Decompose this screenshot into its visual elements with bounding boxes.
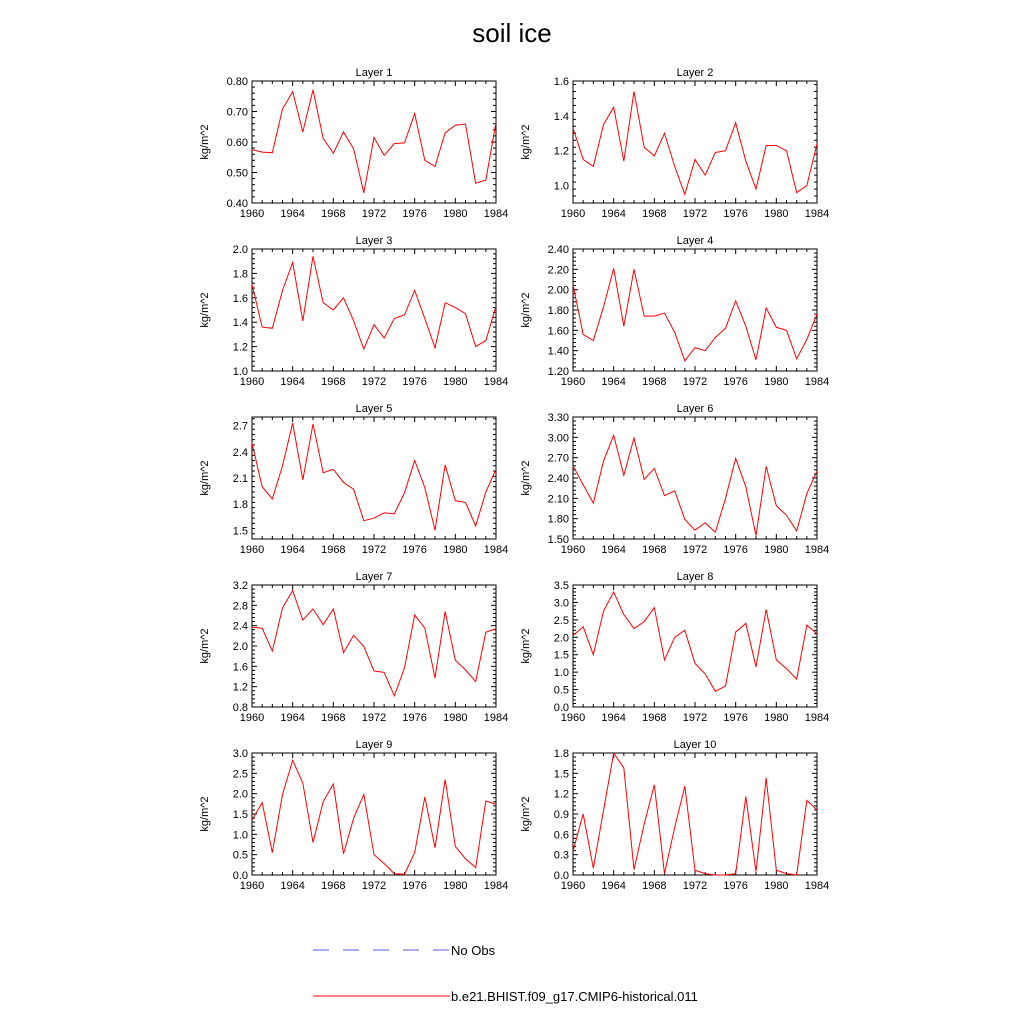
y-tick-label: 1.6 xyxy=(553,76,569,88)
x-tick-label: 1972 xyxy=(682,208,708,220)
x-tick-label: 1968 xyxy=(642,712,667,724)
x-tick-label: 1984 xyxy=(483,376,509,388)
y-tick-label: 2.5 xyxy=(553,614,569,627)
x-tick-label: 1968 xyxy=(642,376,667,388)
x-tick-label: 1972 xyxy=(682,712,708,724)
y-tick-label: 1.5 xyxy=(232,525,248,538)
y-tick-label: 3.0 xyxy=(232,748,248,760)
y-tick-label: 1.2 xyxy=(553,788,569,801)
x-tick-label: 1976 xyxy=(723,712,748,724)
y-tick-label: 3.00 xyxy=(547,432,569,445)
x-tick-label: 1964 xyxy=(601,544,626,556)
y-tick-label: 2.4 xyxy=(232,620,248,633)
y-tick-label: 1.4 xyxy=(232,317,248,330)
y-tick-label: 1.50 xyxy=(547,534,569,546)
y-tick-label: 0.6 xyxy=(553,829,569,842)
y-tick-label: 1.0 xyxy=(553,667,569,680)
y-tick-label: 0.60 xyxy=(226,137,248,149)
x-tick-label: 1980 xyxy=(443,208,468,220)
legend-obs-label: No Obs xyxy=(451,943,496,958)
panel-title: Layer 6 xyxy=(676,403,714,415)
x-tick-label: 1960 xyxy=(239,208,265,220)
x-tick-label: 1972 xyxy=(361,208,387,220)
y-tick-label: 1.60 xyxy=(547,325,569,338)
y-tick-label: 0.9 xyxy=(553,809,569,821)
y-tick-label: 1.2 xyxy=(553,145,569,158)
y-tick-label: 2.40 xyxy=(547,244,569,256)
panel-5 xyxy=(199,403,508,556)
x-tick-label: 1968 xyxy=(321,712,346,724)
panel-7 xyxy=(199,571,508,724)
x-tick-label: 1968 xyxy=(642,544,667,556)
panel-title: Layer 4 xyxy=(676,235,714,247)
x-tick-label: 1984 xyxy=(483,880,509,892)
y-tick-label: 1.2 xyxy=(232,681,248,694)
panel-2 xyxy=(520,67,829,220)
y-tick-label: 0.40 xyxy=(226,198,248,210)
y-tick-label: 2.20 xyxy=(547,264,569,277)
panel-1 xyxy=(199,67,508,220)
x-tick-label: 1972 xyxy=(682,376,708,388)
x-tick-label: 1976 xyxy=(723,208,748,220)
plot-frame xyxy=(252,417,496,539)
y-tick-label: 1.0 xyxy=(553,180,569,193)
x-tick-label: 1964 xyxy=(280,376,305,388)
x-tick-label: 1980 xyxy=(764,544,789,556)
x-tick-label: 1968 xyxy=(642,208,667,220)
series-line xyxy=(573,592,817,691)
y-tick-label: 1.4 xyxy=(553,110,569,123)
y-tick-label: 2.4 xyxy=(232,446,248,459)
x-tick-label: 1960 xyxy=(560,712,586,724)
y-tick-label: 2.0 xyxy=(232,244,248,256)
panel-title: Layer 7 xyxy=(355,571,393,583)
y-tick-label: 2.1 xyxy=(232,473,248,485)
y-tick-label: 2.0 xyxy=(232,641,248,653)
panel-title: Layer 2 xyxy=(676,67,714,79)
panel-title: Layer 10 xyxy=(673,739,717,751)
y-axis-label: kg/m^2 xyxy=(520,460,532,496)
series-line xyxy=(252,760,496,874)
x-tick-label: 1968 xyxy=(642,880,667,892)
x-tick-label: 1964 xyxy=(601,880,626,892)
x-tick-label: 1976 xyxy=(723,544,748,556)
plot-frame xyxy=(573,417,817,539)
y-tick-label: 1.6 xyxy=(232,292,248,305)
y-tick-label: 1.8 xyxy=(232,268,248,281)
y-tick-label: 2.40 xyxy=(547,473,569,485)
figure-title: soil ice xyxy=(472,18,552,48)
x-tick-label: 1972 xyxy=(361,544,387,556)
panel-title: Layer 5 xyxy=(355,403,393,415)
series-line xyxy=(573,91,817,194)
panel-title: Layer 1 xyxy=(355,67,393,79)
x-tick-label: 1976 xyxy=(402,376,427,388)
x-tick-label: 1984 xyxy=(483,544,509,556)
x-tick-label: 1984 xyxy=(483,208,509,220)
y-tick-label: 0.50 xyxy=(226,167,248,180)
series-line xyxy=(252,423,496,530)
x-tick-label: 1964 xyxy=(601,712,626,724)
y-axis-label: kg/m^2 xyxy=(199,628,211,664)
x-tick-label: 1960 xyxy=(560,376,586,388)
y-axis-label: kg/m^2 xyxy=(199,292,211,328)
plot-frame xyxy=(573,81,817,203)
y-tick-label: 3.5 xyxy=(553,580,569,592)
x-tick-label: 1960 xyxy=(239,712,265,724)
panel-8 xyxy=(520,571,829,724)
x-tick-label: 1960 xyxy=(239,544,265,556)
y-tick-label: 2.00 xyxy=(547,284,569,297)
x-tick-label: 1972 xyxy=(361,880,387,892)
x-tick-label: 1980 xyxy=(764,208,789,220)
panel-10 xyxy=(520,739,829,892)
series-line xyxy=(573,435,817,535)
x-tick-label: 1976 xyxy=(402,712,427,724)
legend xyxy=(313,943,698,1004)
x-tick-label: 1980 xyxy=(764,376,789,388)
x-tick-label: 1980 xyxy=(443,880,468,892)
panel-3 xyxy=(199,235,508,388)
y-tick-label: 0.8 xyxy=(232,702,248,714)
x-tick-label: 1984 xyxy=(483,712,509,724)
series-line xyxy=(252,90,496,193)
panel-6 xyxy=(520,403,829,556)
x-tick-label: 1964 xyxy=(601,376,626,388)
series-line xyxy=(252,256,496,349)
x-tick-label: 1968 xyxy=(321,208,346,220)
y-tick-label: 1.40 xyxy=(547,345,569,358)
y-axis-label: kg/m^2 xyxy=(520,796,532,832)
y-tick-label: 3.30 xyxy=(547,412,569,424)
x-tick-label: 1972 xyxy=(682,880,708,892)
y-tick-label: 1.2 xyxy=(232,341,248,354)
x-tick-label: 1976 xyxy=(723,376,748,388)
x-tick-label: 1984 xyxy=(804,544,830,556)
y-axis-label: kg/m^2 xyxy=(199,124,211,160)
y-tick-label: 2.70 xyxy=(547,452,569,465)
series-line xyxy=(573,753,817,875)
x-tick-label: 1964 xyxy=(280,712,305,724)
x-tick-label: 1964 xyxy=(280,544,305,556)
x-tick-label: 1960 xyxy=(239,376,265,388)
y-tick-label: 0.0 xyxy=(553,702,569,714)
series-line xyxy=(252,591,496,696)
y-tick-label: 2.10 xyxy=(547,493,569,506)
y-tick-label: 1.20 xyxy=(547,366,569,378)
panel-grid xyxy=(199,67,829,892)
x-tick-label: 1968 xyxy=(321,880,346,892)
y-axis-label: kg/m^2 xyxy=(199,460,211,496)
panel-9 xyxy=(199,739,508,892)
y-tick-label: 0.0 xyxy=(553,870,569,882)
x-tick-label: 1972 xyxy=(682,544,708,556)
x-tick-label: 1960 xyxy=(239,880,265,892)
y-tick-label: 1.5 xyxy=(553,649,569,662)
x-tick-label: 1960 xyxy=(560,880,586,892)
y-axis-label: kg/m^2 xyxy=(520,124,532,160)
plot-frame xyxy=(573,753,817,875)
series-line xyxy=(573,268,817,361)
y-tick-label: 1.5 xyxy=(553,768,569,781)
x-tick-label: 1980 xyxy=(764,712,789,724)
x-tick-label: 1972 xyxy=(361,712,387,724)
panel-title: Layer 3 xyxy=(355,235,393,247)
plot-frame xyxy=(573,585,817,707)
panel-title: Layer 9 xyxy=(355,739,393,751)
x-tick-label: 1976 xyxy=(723,880,748,892)
x-tick-label: 1984 xyxy=(804,208,830,220)
plot-frame xyxy=(252,585,496,707)
x-tick-label: 1964 xyxy=(280,880,305,892)
x-tick-label: 1960 xyxy=(560,208,586,220)
y-tick-label: 0.3 xyxy=(553,849,569,862)
y-axis-label: kg/m^2 xyxy=(199,796,211,832)
y-axis-label: kg/m^2 xyxy=(520,628,532,664)
y-tick-label: 1.8 xyxy=(553,748,569,760)
y-tick-label: 1.6 xyxy=(232,661,248,674)
y-tick-label: 0.5 xyxy=(232,849,248,862)
y-axis-label: kg/m^2 xyxy=(520,292,532,328)
y-tick-label: 1.8 xyxy=(232,499,248,512)
y-tick-label: 2.8 xyxy=(232,600,248,613)
x-tick-label: 1968 xyxy=(321,376,346,388)
x-tick-label: 1968 xyxy=(321,544,346,556)
y-tick-label: 2.5 xyxy=(232,768,248,781)
x-tick-label: 1980 xyxy=(764,880,789,892)
y-tick-label: 1.0 xyxy=(232,829,248,842)
y-tick-label: 0.5 xyxy=(553,684,569,697)
x-tick-label: 1960 xyxy=(560,544,586,556)
y-tick-label: 0.0 xyxy=(232,870,248,882)
x-tick-label: 1972 xyxy=(361,376,387,388)
x-tick-label: 1964 xyxy=(280,208,305,220)
panel-title: Layer 8 xyxy=(676,571,714,583)
y-tick-label: 1.0 xyxy=(232,366,248,378)
x-tick-label: 1976 xyxy=(402,208,427,220)
y-tick-label: 1.80 xyxy=(547,305,569,317)
y-tick-label: 0.80 xyxy=(226,76,248,88)
plot-frame xyxy=(252,753,496,875)
x-tick-label: 1980 xyxy=(443,712,468,724)
y-tick-label: 3.0 xyxy=(553,597,569,610)
y-tick-label: 3.2 xyxy=(232,580,248,592)
x-tick-label: 1980 xyxy=(443,544,468,556)
y-tick-label: 1.5 xyxy=(232,809,248,821)
x-tick-label: 1984 xyxy=(804,880,830,892)
x-tick-label: 1964 xyxy=(601,208,626,220)
panel-4 xyxy=(520,235,829,388)
x-tick-label: 1984 xyxy=(804,376,830,388)
x-tick-label: 1984 xyxy=(804,712,830,724)
x-tick-label: 1976 xyxy=(402,544,427,556)
x-tick-label: 1980 xyxy=(443,376,468,388)
y-tick-label: 2.0 xyxy=(553,632,569,645)
x-tick-label: 1976 xyxy=(402,880,427,892)
plot-frame xyxy=(573,249,817,371)
y-tick-label: 2.7 xyxy=(232,420,248,433)
y-tick-label: 1.80 xyxy=(547,513,569,526)
y-tick-label: 2.0 xyxy=(232,788,248,801)
legend-model-label: b.e21.BHIST.f09_g17.CMIP6-historical.011 xyxy=(451,989,698,1004)
y-tick-label: 0.70 xyxy=(226,106,248,119)
